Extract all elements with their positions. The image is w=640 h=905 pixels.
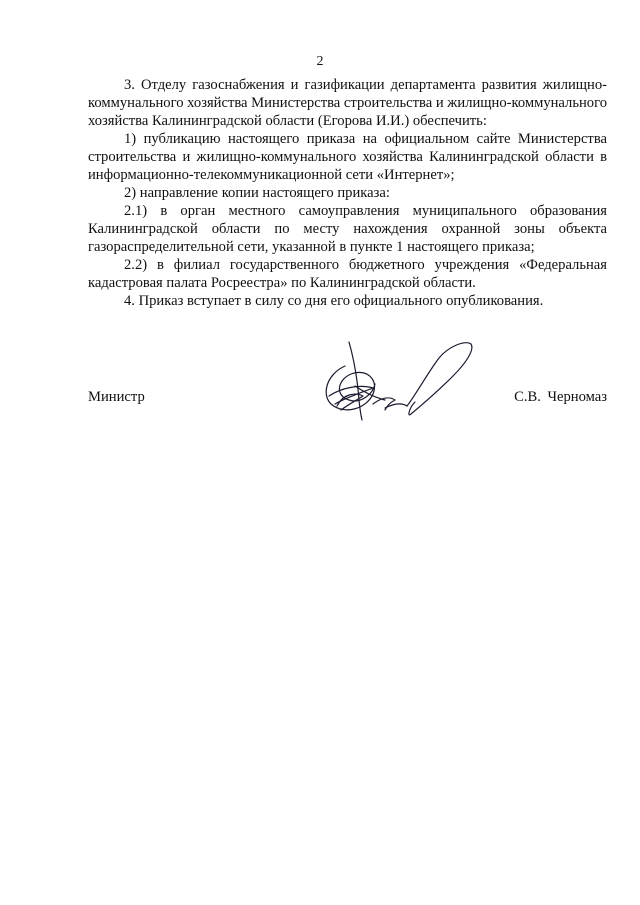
handwritten-signature xyxy=(315,334,475,429)
paragraph-subitem-1: 1) публикацию настоящего приказа на официальном сайте Министерства строительства и жилищно-коммунального хозяйства Калининградской области в информационно-телекоммуникационной сети «Интернет»; xyxy=(88,131,607,183)
signature-block xyxy=(88,388,607,408)
signer-name: С.В. Черномаз xyxy=(514,389,607,405)
signer-position: Министр xyxy=(88,389,145,405)
document-body xyxy=(88,76,607,310)
paragraph-item-4: 4. Приказ вступает в силу со дня его официального опубликования. xyxy=(124,293,544,309)
paragraph-item-3: 3. Отделу газоснабжения и газификации департамента развития жилищно-коммунального хозяйства Министерства строительства и жилищно-коммунального хозяйства Калининградской области (Егорова И.И.) обеспечить: xyxy=(88,77,607,129)
paragraph-subitem-2: 2) направление копии настоящего приказа: xyxy=(124,185,390,201)
page-number: 2 xyxy=(316,54,324,69)
paragraph-subitem-2-2: 2.2) в филиал государственного бюджетного учреждения «Федеральная кадастровая палата Росреестра» по Калининградской области. xyxy=(88,257,607,291)
paragraph-subitem-2-1: 2.1) в орган местного самоуправления муниципального образования Калининградской области по месту нахождения охранной зоны объекта газораспределительной сети, указанной в пункте 1 настоящего приказа; xyxy=(88,203,607,255)
